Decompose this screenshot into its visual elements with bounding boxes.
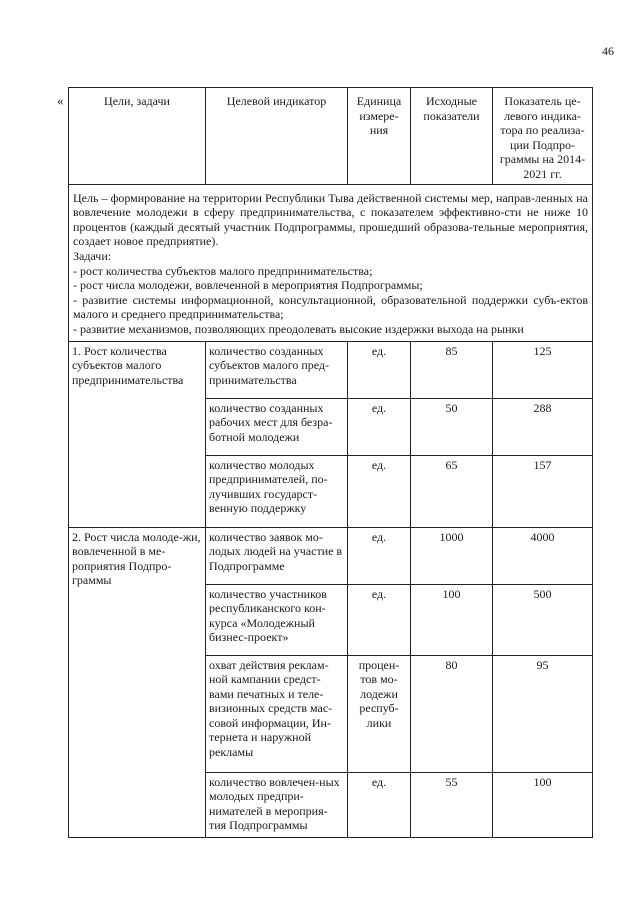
indicator-cell: количество молодых предпринимателей, по-лучивших государст-венную поддержку [206, 455, 348, 527]
unit-cell: ед. [348, 584, 411, 655]
target-cell: 95 [493, 655, 593, 772]
baseline-cell: 1000 [411, 527, 493, 584]
indicator-cell: количество созданных субъектов малого пред-принимательства [206, 341, 348, 398]
baseline-cell: 55 [411, 772, 493, 837]
unit-cell: ед. [348, 527, 411, 584]
target-cell: 100 [493, 772, 593, 837]
table-row [69, 527, 593, 584]
header-goals-tasks: Цели, задачи [69, 88, 206, 185]
task-cell: 1. Рост количества субъектов малого предпринимательства [69, 341, 206, 527]
task-item: - развитие механизмов, позволяющих преодолевать высокие издержки выхода на рынки [73, 321, 524, 336]
header-unit: Единица измере-ния [348, 88, 411, 185]
task-cell: 2. Рост числа молоде-жи, вовлеченной в ме-роприятия Подпро-граммы [69, 527, 206, 837]
task-item: - рост количества субъектов малого предпринимательства; [73, 263, 373, 278]
unit-cell: ед. [348, 772, 411, 837]
baseline-cell: 85 [411, 341, 493, 398]
baseline-cell: 50 [411, 398, 493, 455]
indicator-cell: количество вовлечен-ных молодых предпри-нимателей в мероприя-тия Подпрограммы [206, 772, 348, 837]
tasks-title: Задачи: [73, 248, 112, 263]
target-cell: 288 [493, 398, 593, 455]
indicator-cell: количество заявок мо-лодых людей на участие в Подпрограмме [206, 527, 348, 584]
opening-quote-mark: « [57, 93, 64, 108]
unit-cell: ед. [348, 341, 411, 398]
table-header-row [69, 88, 593, 185]
target-cell: 4000 [493, 527, 593, 584]
task-item: - развитие системы информационной, консультационной, образовательной поддержки субъ-ектов малого и среднего предпринимательства; [73, 292, 588, 322]
target-cell: 125 [493, 341, 593, 398]
page-number: 46 [602, 44, 614, 58]
header-baseline: Исходные показатели [411, 88, 493, 185]
baseline-cell: 80 [411, 655, 493, 772]
target-cell: 500 [493, 584, 593, 655]
unit-cell: ед. [348, 455, 411, 527]
goal-text: Цель – формирование на территории Республики Тыва действенной системы мер, направ-ленных на вовлечение молодежи в сферу предпринимательства, с показателем эффективно-сти не ниже 10 процентов (каждый десятый участник Подпрограммы, прошедший образова-тельные мероприятия, создает новое предприятие). [73, 190, 588, 249]
indicator-cell: охват действия реклам-ной кампании средст-вами печатных и теле-визионных средств мас-совой информации, Ин-тернета и наружной рекламы [206, 655, 348, 772]
baseline-cell: 65 [411, 455, 493, 527]
unit-cell: ед. [348, 398, 411, 455]
task-item: - рост числа молодежи, вовлеченной в мероприятия Подпрограммы; [73, 278, 423, 293]
baseline-cell: 100 [411, 584, 493, 655]
header-target-indicator: Целевой индикатор [206, 88, 348, 185]
indicator-cell: количество участников республиканского кон-курса «Молодежный бизнес-проект» [206, 584, 348, 655]
indicator-cell: количество созданных рабочих мест для безра-ботной молодежи [206, 398, 348, 455]
goal-row [69, 184, 593, 341]
indicators-table [68, 87, 593, 838]
header-target-value: Показатель це-левого индика-тора по реализа-ции Подпро-граммы на 2014-2021 гг. [493, 88, 593, 185]
unit-cell: процен-тов мо-лодежи респуб-лики [348, 655, 411, 772]
target-cell: 157 [493, 455, 593, 527]
goal-cell [69, 184, 593, 341]
table-row [69, 341, 593, 398]
